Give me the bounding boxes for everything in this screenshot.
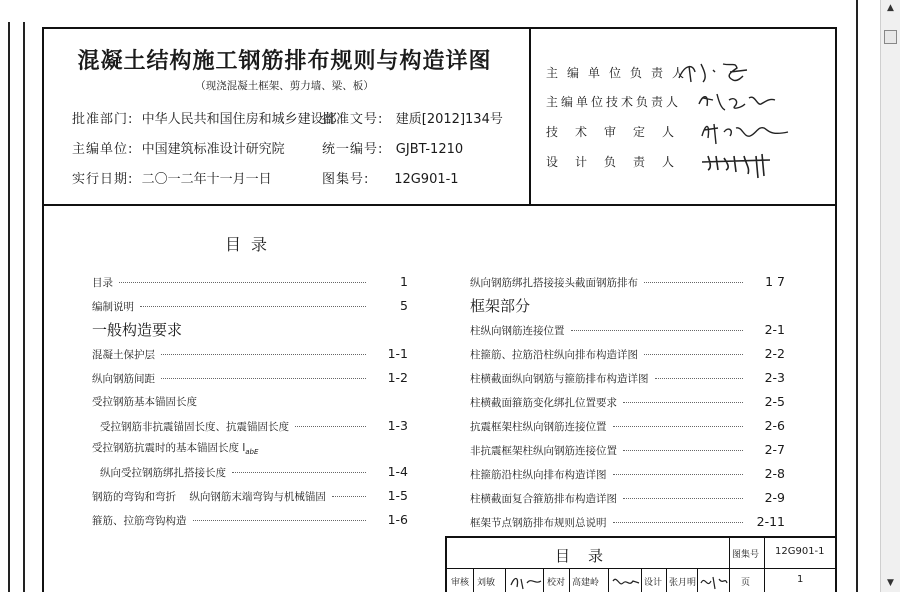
atlas-no: 图集号: 12G901-1 — [322, 172, 459, 187]
signature-1 — [675, 58, 770, 86]
toc-item-2-11[interactable]: 框架节点钢筋排布规则总说明 2-11 — [470, 514, 785, 529]
toc-item-2-2[interactable]: 柱箍筋、拉筋沿柱纵向排布构造详图 2-2 — [470, 346, 785, 361]
toc-item-2-5[interactable]: 柱横截面箍筋变化绑扎位置要求 2-5 — [470, 394, 785, 409]
checker-name: 高建岭 — [572, 578, 600, 588]
atlas-no-value: 12G901-1 — [775, 546, 825, 557]
atlas-no-label: 图集号 — [732, 550, 760, 560]
toc-item-2-1[interactable]: 柱纵向钢筋连接位置 2-1 — [470, 322, 785, 337]
document-title: 混凝土结构施工钢筋排布规则与构造详图 — [77, 49, 492, 74]
reviewer-signature — [509, 571, 543, 591]
designer-signature — [699, 571, 729, 591]
designer-label: 设计 — [644, 578, 663, 588]
checker-signature — [611, 571, 641, 591]
toc-item-seismic-anchorage[interactable]: 受拉钢筋抗震时的基本锚固长度 $l_{abE}$ — [92, 442, 259, 457]
chief-unit-responsible-label: 主编单位负责人 — [546, 66, 694, 80]
toc-item-concrete-cover[interactable]: 混凝土保护层 1-1 — [92, 346, 408, 361]
unified-no: 统一编号: GJBT-1210 — [322, 142, 464, 157]
toc-item-bar-spacing[interactable]: 纵向钢筋间距 1-2 — [92, 370, 408, 385]
toc-item-compilation-notes[interactable]: 编制说明 5 — [92, 298, 408, 313]
signature-4 — [700, 148, 780, 180]
toc-item-2-7[interactable]: 非抗震框架柱纵向钢筋连接位置 2-7 — [470, 442, 785, 457]
toc-item-2-8[interactable]: 柱箍筋沿柱纵向排布构造详图 2-8 — [470, 466, 785, 481]
toc-item-2-3[interactable]: 柱横截面纵向钢筋与箍筋排布构造详图 2-3 — [470, 370, 785, 385]
reviewer-label: 审核 — [451, 578, 470, 588]
chief-unit-tech-label: 主编单位技术负责人 — [546, 95, 682, 109]
section-general-requirements: 一般构造要求 — [92, 321, 183, 339]
toc-item-contents[interactable]: 目录 1 — [92, 274, 408, 289]
drawing-sheet — [40, 22, 839, 592]
document-subtitle: （现浇混凝土框架、剪力墙、梁、板） — [195, 80, 374, 92]
scroll-down-icon[interactable]: ▼ — [887, 578, 894, 588]
approval-dept: 批准部门: 中华人民共和国住房和城乡建设部 — [72, 112, 337, 127]
technical-review-label: 技术审定人 — [546, 125, 692, 139]
scroll-thumb[interactable] — [884, 30, 897, 44]
header-bottom-rule — [42, 204, 837, 206]
reviewer-name: 刘敏 — [477, 578, 496, 588]
title-block — [445, 536, 837, 592]
page-edge-rule — [856, 0, 858, 592]
checker-label: 校对 — [547, 578, 566, 588]
signature-2 — [695, 88, 790, 116]
toc-item-stirrup-hooks[interactable]: 箍筋、拉筋弯钩构造 1-6 — [92, 512, 408, 527]
page-label: 页 — [741, 578, 751, 588]
title-block-title: 目录 — [554, 547, 621, 565]
signature-3 — [698, 118, 793, 148]
toc-item-basic-anchorage[interactable]: 受拉钢筋基本锚固长度 — [92, 396, 197, 408]
scroll-up-icon[interactable]: ▲ — [887, 3, 894, 13]
toc-item-anchorage-lengths[interactable]: 受拉钢筋非抗震锚固长度、抗震锚固长度 1-3 — [100, 418, 408, 433]
toc-heading: 目录 — [225, 235, 278, 254]
design-responsible-label: 设计负责人 — [546, 155, 692, 169]
section-frame: 框架部分 — [470, 297, 531, 315]
editor-unit: 主编单位: 中国建筑标准设计研究院 — [72, 142, 285, 157]
vertical-scrollbar[interactable] — [880, 0, 900, 592]
header-divider — [529, 27, 531, 204]
toc-item-lap-length[interactable]: 纵向受拉钢筋绑扎搭接长度 1-4 — [100, 464, 408, 479]
toc-item-2-6[interactable]: 抗震框架柱纵向钢筋连接位置 2-6 — [470, 418, 785, 433]
previous-sheet-edge — [8, 22, 25, 592]
toc-item-lap-splice-layout[interactable]: 纵向钢筋绑扎搭接接头截面钢筋排布 1 7 — [470, 274, 785, 289]
designer-name: 张月明 — [669, 578, 697, 588]
effective-date: 实行日期: 二〇一二年十一月一日 — [72, 172, 272, 187]
toc-item-2-9[interactable]: 柱横截面复合箍筋排布构造详图 2-9 — [470, 490, 785, 505]
page-number: 1 — [797, 574, 804, 585]
approval-no: 批准文号: 建质[2012]134号 — [322, 112, 503, 127]
toc-item-hooks-bends[interactable]: 钢筋的弯钩和弯折 纵向钢筋末端弯钩与机械锚固 1-5 — [92, 488, 408, 503]
